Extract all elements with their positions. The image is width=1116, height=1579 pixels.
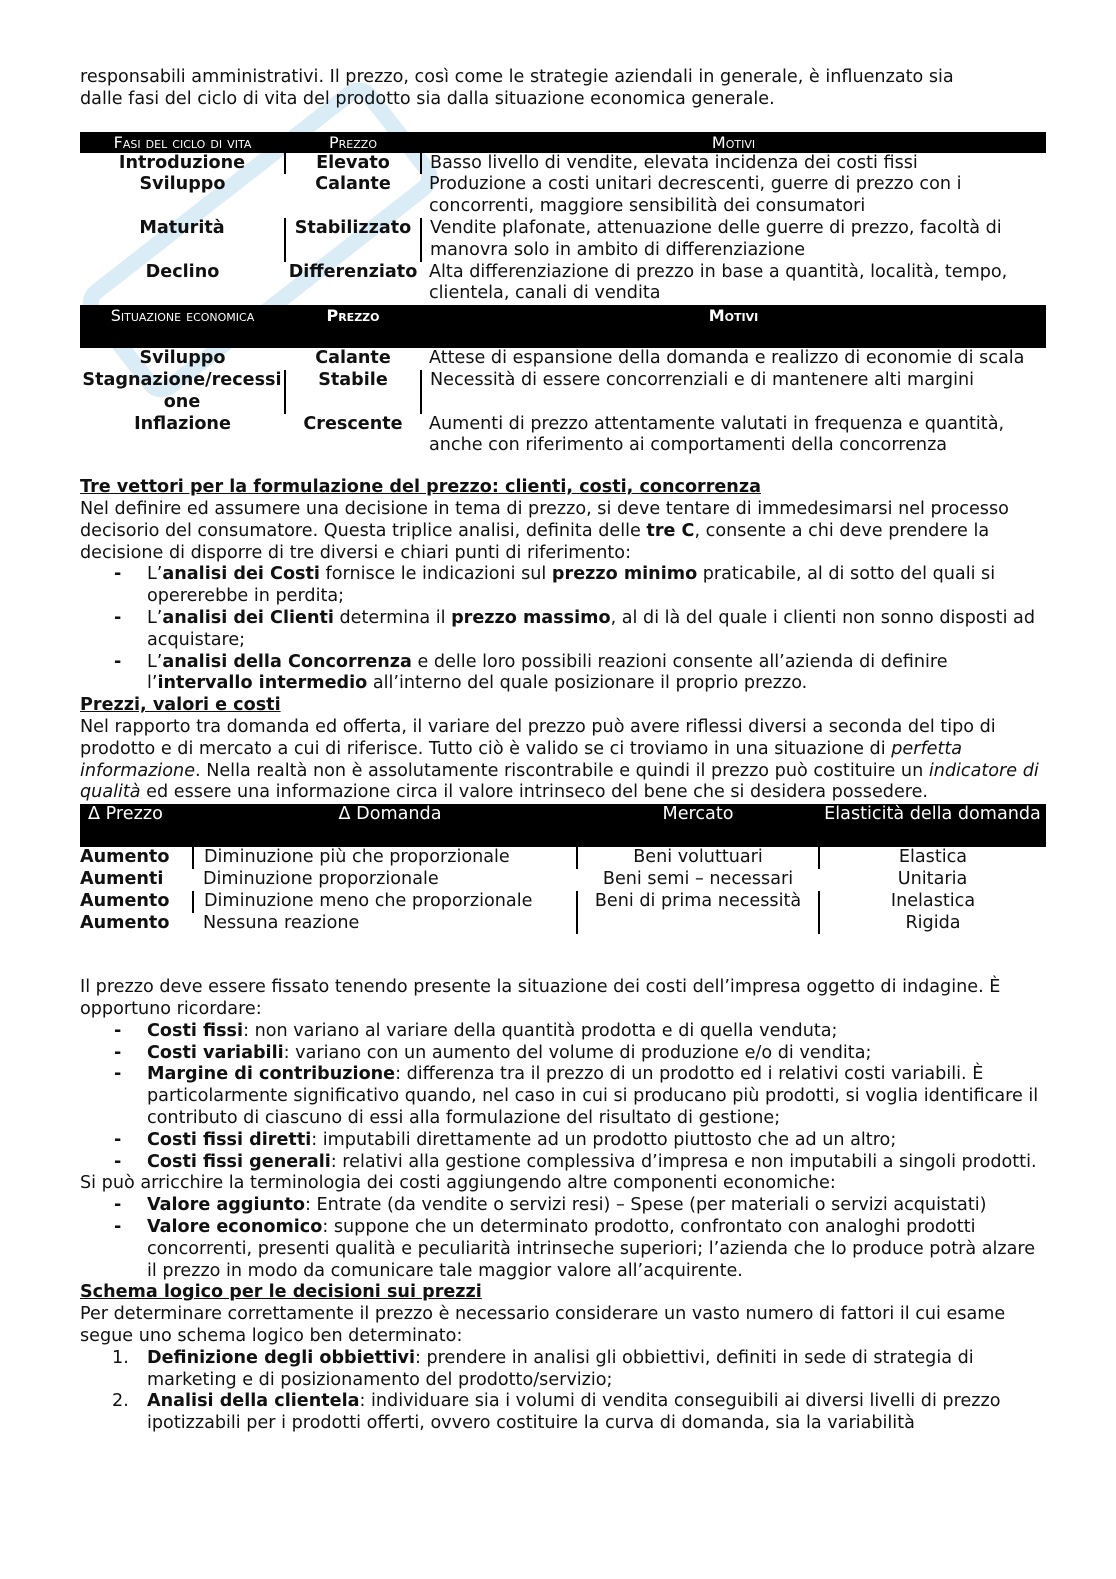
table-row: Aumento Diminuzione meno che proporzionale Beni di prima necessità Inelastica — [80, 891, 1046, 913]
header-price: Prezzo — [285, 132, 421, 153]
header-phase: Fasi del ciclo di vita — [80, 132, 285, 153]
costs-paragraph: Il prezzo deve essere fissato tenendo presente la situazione dei costi dell’impresa oggetto di indagine. È opportuno ricordare: — [80, 977, 1001, 1020]
table-row: Sviluppo Calante Produzione a costi unitari decrescenti, guerre di prezzo con i concorrenti, maggiore sensibilità dei consumatori — [139, 174, 962, 217]
costs-list — [80, 1021, 1046, 1174]
table-row: Aumento Nessuna reazione Rigida — [80, 913, 1046, 935]
header-reasons: Motivi — [421, 132, 1046, 153]
list-item: - Costi variabili: variano con un aumento del volume di produzione e/o di vendita; — [147, 1043, 1046, 1065]
list-item: - Margine di contribuzione: differenza tra il prezzo di un prodotto ed i relativi costi variabili. È particolarmente significativo quando, nel caso in cui si producano più prodotti, si voglia identificare il contributo di ciascuno di essi alla formulazione del risultato di gestione; — [147, 1064, 1046, 1129]
costs-terminology-paragraph: Si può arricchire la terminologia dei costi aggiungendo altre componenti economiche: — [80, 1173, 836, 1194]
prices-values-paragraph: Nel rapporto tra domanda ed offerta, il variare del prezzo può avere riflessi diversi a seconda del tipo di prodotto e di mercato a cui di riferisce. Tutto ciò è valido se ci troviamo in una situazione di perfetta informazione. Nella realtà non è assolutamente riscontrabile e quindi il prezzo può costituire un indicatore di qualità ed essere una informazione circa il valore intrinseco del bene che si desidera possedere. — [80, 716, 1039, 803]
intro-paragraph: responsabili amministrativi. Il prezzo, così come le strategie aziendali in generale, è influenzato sia dalle fasi del ciclo di vita del prodotto sia dalla situazione economica generale. — [80, 67, 954, 109]
section-title-prices-values: Prezzi, valori e costi — [80, 695, 281, 716]
header-reasons-2: Motivi — [421, 305, 1046, 348]
list-item: - L’analisi dei Clienti determina il prezzo massimo, al di là del quale i clienti non sonno disposti ad acquistare; — [147, 608, 1046, 652]
logic-schema-paragraph: Per determinare correttamente il prezzo è necessario considerare un vasto numero di fattori il cui esame segue uno schema logico ben determinato: — [80, 1304, 1006, 1347]
header-delta-demand: Δ Domanda — [193, 804, 577, 847]
list-item: - Valore economico: suppone che un determinato prodotto, confrontato con analoghi prodotti concorrenti, presenti qualità e peculiarità intrinseche superiori; l’azienda che lo produce potrà alzare il prezzo in modo da comunicare tale maggior valore all’acquirente. — [147, 1217, 1046, 1282]
three-c-list — [80, 564, 1046, 695]
document-page — [80, 67, 1046, 1435]
pricing-table — [80, 132, 1046, 458]
header-market: Mercato — [577, 804, 819, 847]
list-item: - L’analisi dei Costi fornisce le indicazioni sul prezzo minimo praticabile, al di sotto del quali si opererebbe in perdita; — [147, 564, 1046, 608]
list-item: 2. Analisi della clientela: individuare sia i volumi di vendita conseguibili ai diversi livelli di prezzo ipotizzabili per i prodotti offerti, ovvero costituire la curva di domanda, sia la variabilità — [112, 1391, 1001, 1434]
table-row: Maturità Stabilizzato Vendite plafonate, attenuazione delle guerre di prezzo, facoltà di manovra solo in ambito di differenziazione — [80, 218, 1046, 262]
table-row: Sviluppo Calante Attese di espansione della domanda e realizzo di economie di scala — [139, 348, 1025, 369]
list-item: - Valore aggiunto: Entrate (da vendite o servizi resi) – Spese (per materiali o servizi acquistati) — [147, 1195, 1046, 1217]
header-elasticity: Elasticità della domanda — [819, 804, 1046, 847]
section-title-logic-schema: Schema logico per le decisioni sui prezzi — [80, 1282, 482, 1303]
table-row: Aumenti Diminuzione proporzionale Beni semi – necessari Unitaria — [80, 868, 968, 889]
table-row: Inflazione Crescente Aumenti di prezzo attentamente valutati in frequenza e quantità, anche con riferimento ai comportamenti della concorrenza — [134, 413, 1005, 456]
section-title-three-vectors: Tre vettori per la formulazione del prezzo: clienti, costi, concorrenza — [80, 477, 761, 498]
value-list — [80, 1195, 1046, 1282]
list-item: - Costi fissi: non variano al variare della quantità prodotta e di quella venduta; — [147, 1021, 1046, 1043]
header-price-2: Prezzo — [285, 305, 421, 348]
elasticity-table — [80, 804, 1046, 934]
table-row: Aumento Diminuzione più che proporzionale Beni voluttuari Elastica — [80, 847, 1046, 869]
list-item: 1. Definizione degli obbiettivi: prendere in analisi gli obbiettivi, definiti in sede di strategia di marketing e di posizionamento del prodotto/servizio; — [112, 1347, 974, 1390]
header-economic-situation: Situazione economica — [80, 305, 285, 348]
table-row: Introduzione Elevato Basso livello di vendite, elevata incidenza dei costi fissi — [80, 153, 1046, 175]
list-item: - L’analisi della Concorrenza e delle loro possibili reazioni consente all’azienda di definire l’intervallo intermedio all’interno del quale posizionare il proprio prezzo. — [147, 652, 1046, 696]
list-item: - Costi fissi generali: relativi alla gestione complessiva d’impresa e non imputabili a singoli prodotti. — [147, 1152, 1046, 1174]
table-row: Declino Differenziato Alta differenziazione di prezzo in base a quantità, località, tempo, clientela, canali di vendita — [145, 261, 1008, 304]
table-row: Stagnazione/recessione Stabile Necessità di essere concorrenziali e di mantenere alti margini — [80, 370, 1046, 414]
header-delta-price: Δ Prezzo — [80, 804, 193, 847]
logic-schema-list — [80, 1348, 1046, 1435]
list-item: - Costi fissi diretti: imputabili direttamente ad un prodotto piuttosto che ad un altro; — [147, 1130, 1046, 1152]
three-vectors-paragraph: Nel definire ed assumere una decisione in tema di prezzo, si deve tentare di immedesimarsi nel processo decisorio del consumatore. Questa triplice analisi, definita delle tre C, consente a chi deve prendere la decisione di disporre di tre diversi e chiari punti di riferimento: — [80, 498, 1009, 563]
